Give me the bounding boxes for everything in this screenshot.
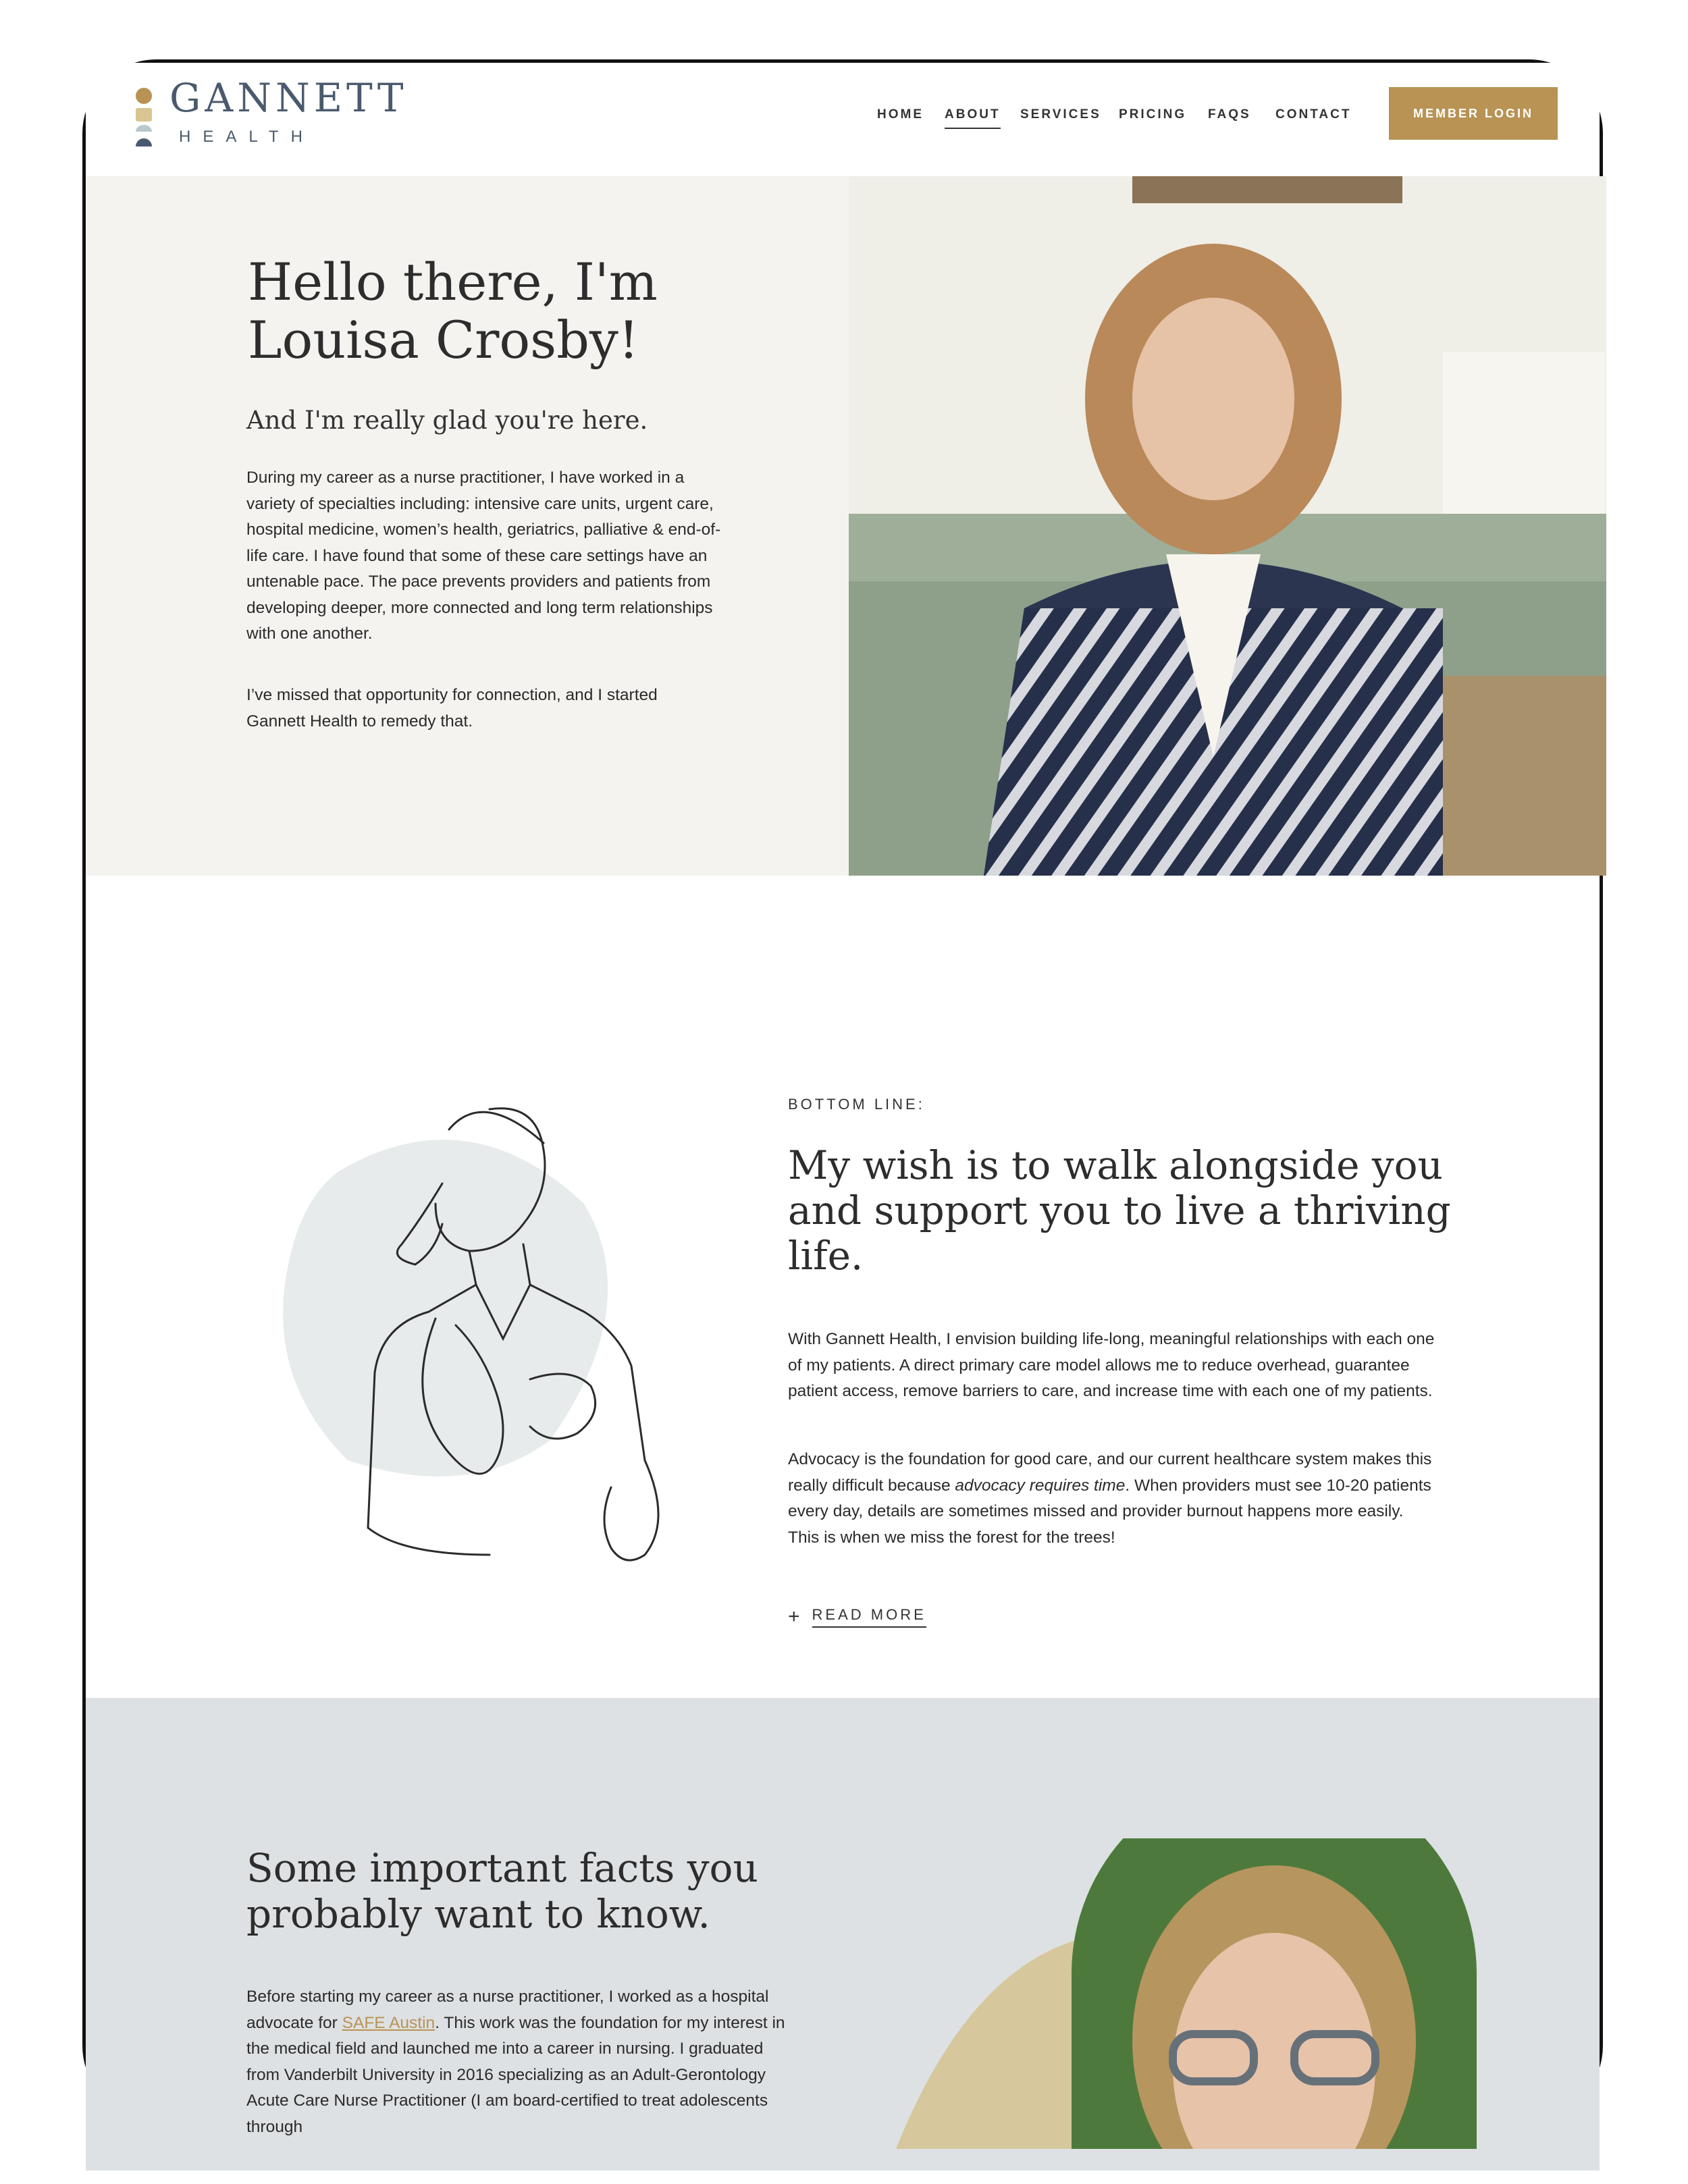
hero-subtitle: And I'm really glad you're here. <box>246 406 648 435</box>
browser-frame <box>82 59 1603 2136</box>
mission-paragraph-2-start: Advocacy is the foundation for good care, and our current healthcare system makes this really difficult because <box>788 1450 1432 1495</box>
portrait-photo <box>849 176 1606 876</box>
mission-paragraph-2 <box>788 1447 1436 1551</box>
headshot-photo <box>896 1838 1504 2149</box>
mission-title: My wish is to walk alongside you and support you to live a thriving life. <box>788 1142 1451 1279</box>
member-login-button[interactable]: MEMBER LOGIN <box>1389 87 1558 140</box>
plus-icon: + <box>788 1605 800 1628</box>
read-more-link[interactable] <box>788 1606 926 1628</box>
facts-paragraph-start: Before starting my career as a nurse practitioner, I worked as a hospital advocate for <box>246 1988 769 2032</box>
main-nav <box>86 107 1600 134</box>
mission-paragraph-1: With Gannett Health, I envision building life-long, meaningful relationships with each one of my patients. A direct primary care model allows me to reduce overhead, guarantee patient access, remove barriers to care, and increase time with each one of my patients. <box>788 1330 1435 1400</box>
read-more-label: READ MORE <box>812 1606 926 1628</box>
nav-contact[interactable]: CONTACT <box>1275 107 1352 122</box>
nav-home[interactable]: HOME <box>877 107 924 122</box>
hero-paragraph-2: I’ve missed that opportunity for connection, and I started Gannett Health to remedy that. <box>246 686 658 730</box>
logo-subtitle: HEALTH <box>179 128 315 146</box>
nav-faqs[interactable]: FAQS <box>1208 107 1251 122</box>
nav-pricing[interactable]: PRICING <box>1119 107 1187 122</box>
logo-wordmark[interactable]: GANNETT <box>169 75 408 121</box>
safe-austin-link[interactable]: SAFE Austin <box>342 2013 436 2032</box>
site-header <box>86 63 1600 176</box>
portrait-illustration <box>849 176 1606 876</box>
nav-about[interactable]: ABOUT <box>945 107 1001 129</box>
mission-kicker: BOTTOM LINE: <box>788 1096 925 1113</box>
facts-paragraph <box>246 1984 787 2140</box>
hero-paragraph-1: During my career as a nurse practitioner, I have worked in a variety of specialties including: intensive care units, urgent care, hospital medicine, women’s health, geriatrics, palliative & end-of-life care. I have found that some of these care settings have an untenable pace. The pace prevents providers and patients from developing deeper, more connected and long term relationships with one another. <box>246 469 721 643</box>
nav-services[interactable]: SERVICES <box>1020 107 1101 122</box>
mission-paragraph-2-end: . When providers must see 10-20 patients every day, details are sometimes missed and provider burnout happens more easily. This is when we miss the forest for the trees! <box>788 1476 1431 1547</box>
hero-title: Hello there, I'm Louisa Crosby! <box>248 252 658 370</box>
facts-title: Some important facts you probably want to know. <box>246 1845 758 1937</box>
mission-paragraph-2-emphasis: advocacy requires time <box>955 1476 1126 1495</box>
nurse-line-illustration <box>267 1082 739 1595</box>
facts-paragraph-end: . This work was the foundation for my interest in the medical field and launched me into a career in nursing. I graduated from Vanderbilt University in 2016 specializing as an Adult-Gerontology Acute Care Nurse Practitioner (I am board-certified to treat adolescents through <box>246 2013 785 2136</box>
